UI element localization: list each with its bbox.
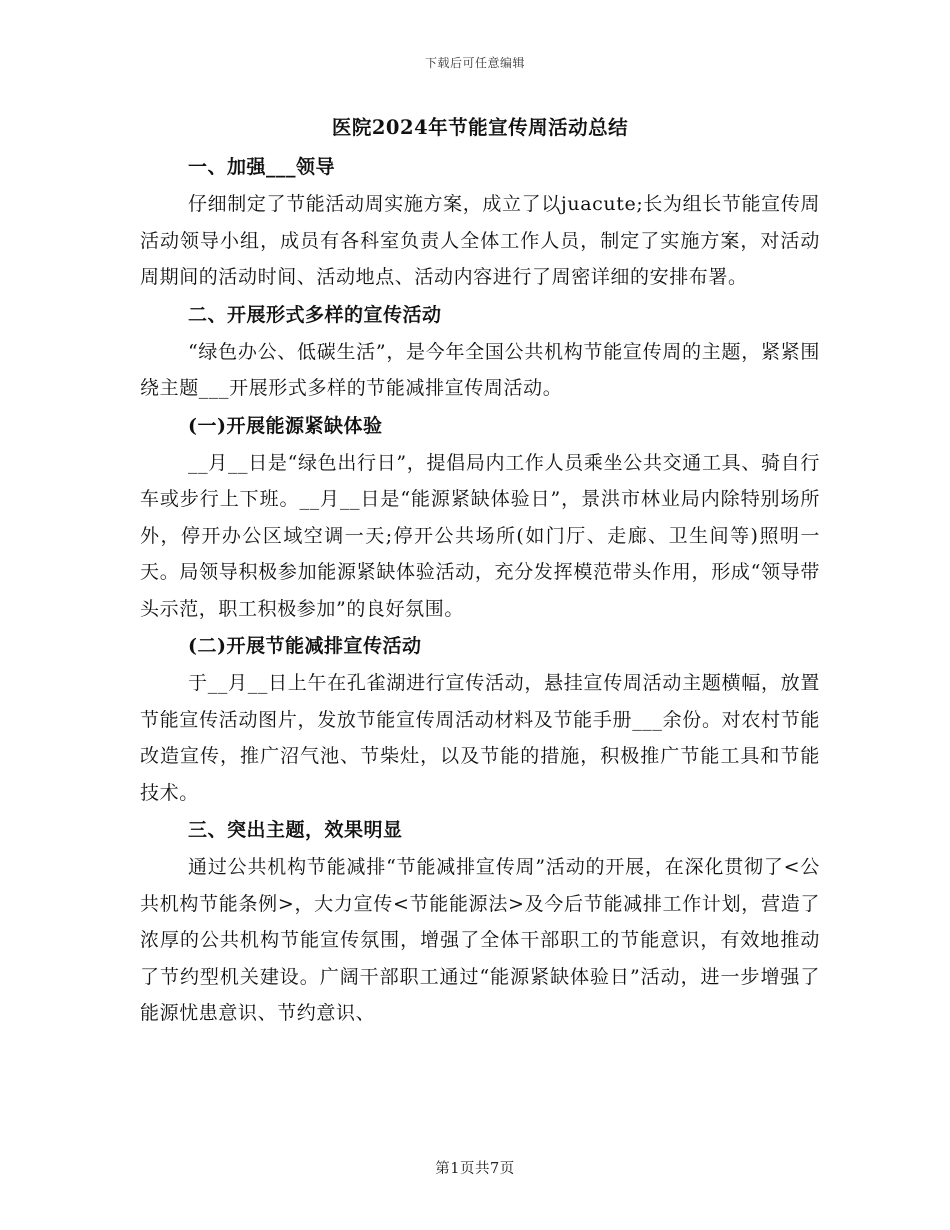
section-heading-1: 一、加强___领导 — [188, 156, 336, 178]
section-heading-2: 二、开展形式多样的宣传活动 — [188, 303, 442, 326]
paragraph-3: __月__日是“绿色出行日”，提倡局内工作人员乘坐公共交通工具、骑自行车或步行上下班。__月__日是“能源紧缺体验日”，景洪市林业局内除特别场所外，停开办公区域空调一天;停开公共场所(如门厅、走廊、卫生间等)照明一天。局领导积极参加能源紧缺体验活动，充分发挥模范带头作用，形成“领导带头示范，职工积极参加”的良好氛围。 — [140, 451, 820, 620]
document-title: 医院2024年节能宣传周活动总结 — [331, 116, 629, 139]
subsection-heading-2: (二)开展节能减排宣传活动 — [188, 635, 422, 657]
paragraph-4: 于__月__日上午在孔雀湖进行宣传活动，悬挂宣传周活动主题横幅，放置节能宣传活动图片，发放节能宣传周活动材料及节能手册___余份。对农村节能改造宣传，推广沼气池、节柴灶，以及节能的措施，积极推广节能工具和节能技术。 — [140, 672, 820, 804]
paragraph-5: 通过公共机构节能减排“节能减排宣传周”活动的开展，在深化贯彻了<公共机构节能条例>，大力宣传<节能能源法>及今后节能减排工作计划，营造了浓厚的公共机构节能宣传氛围，增强了全体干部职工的节能意识，有效地推动了节约型机关建设。广阔干部职工通过“能源紧缺体验日”活动，进一步增强了能源忧患意识、节约意识、 — [140, 856, 820, 1024]
page-number-footer: 第1页共7页 — [435, 1161, 515, 1177]
paragraph-2: “绿色办公、低碳生活”，是今年全国公共机构节能宣传周的主题，紧紧围绕主题___开展形式多样的节能减排宣传周活动。 — [140, 340, 820, 399]
document-page — [140, 112, 820, 1032]
header-note: 下载后可任意编辑 — [424, 56, 525, 70]
paragraph-1: 仔细制定了节能活动周实施方案，成立了以juacute;长为组长节能宣传周活动领导小组，成员有各科室负责人全体工作人员，制定了实施方案，对活动周期间的活动时间、活动地点、活动内容进行了周密详细的安排布署。 — [140, 193, 820, 288]
subsection-heading-1: (一)开展能源紧缺体验 — [188, 414, 383, 437]
section-heading-3: 三、突出主题，效果明显 — [188, 819, 403, 841]
